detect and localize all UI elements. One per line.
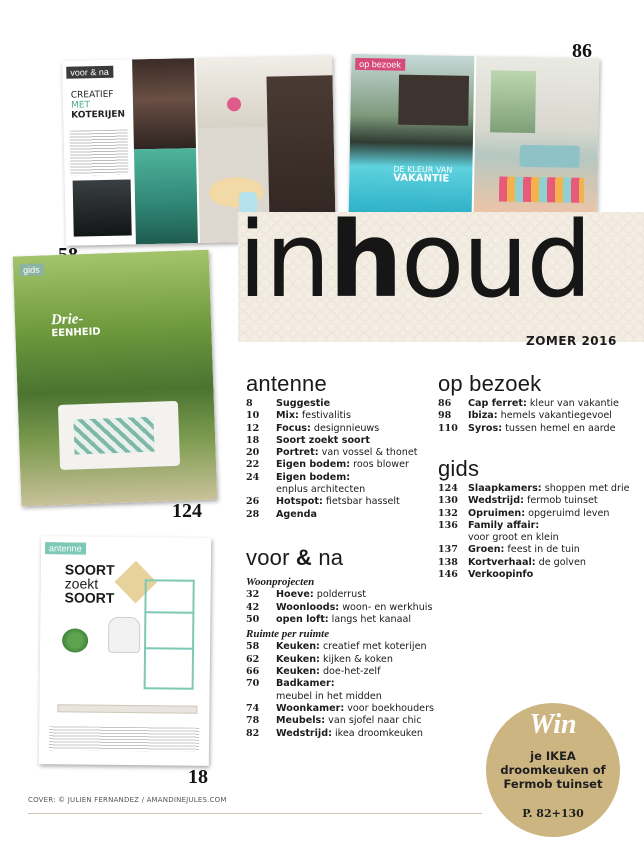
toc-item-page: 28 bbox=[246, 508, 260, 520]
toc-item-page: 8 bbox=[246, 398, 253, 409]
section-title-na: na bbox=[318, 545, 344, 570]
toc-item[interactable] bbox=[246, 447, 418, 459]
toc-item-page: 146 bbox=[438, 569, 458, 581]
win-badge-title: Win bbox=[529, 709, 577, 740]
toc-item-page: 70 bbox=[246, 678, 260, 690]
toc-item-desc: feest in de tuin bbox=[504, 544, 580, 556]
toc-item-desc: kleur van vakantie bbox=[526, 398, 619, 409]
toc-item-title: Soort zoekt soort bbox=[276, 434, 370, 446]
toc-item-desc: van vossel & thonet bbox=[318, 447, 418, 459]
spread-58-headline-3: KOTERIJEN bbox=[71, 109, 126, 121]
toc-item-desc: kijken & koken bbox=[319, 653, 393, 665]
page-124-headline bbox=[51, 311, 101, 341]
page-title-part-3: oud bbox=[400, 199, 591, 321]
page-title-part-1: in bbox=[238, 199, 329, 321]
toc-item[interactable] bbox=[246, 496, 418, 508]
toc-item-desc: polderrust bbox=[313, 589, 366, 601]
toc-item-desc: fietsbar hasselt bbox=[322, 496, 400, 508]
page-18-chair bbox=[108, 617, 140, 653]
toc-item-page: 50 bbox=[246, 613, 260, 625]
toc-item-page: 10 bbox=[246, 410, 260, 422]
toc-item-page: 12 bbox=[246, 422, 260, 434]
toc-item-page: 42 bbox=[246, 601, 260, 613]
toc-item[interactable] bbox=[438, 423, 619, 435]
spread-58-headline bbox=[71, 90, 125, 121]
page-18-headline-2: zoekt bbox=[64, 575, 99, 592]
toc-item-page: 20 bbox=[246, 447, 260, 459]
edition-label: ZOMER 2016 bbox=[526, 334, 617, 348]
toc-item-title: Wedstrijd: bbox=[468, 495, 524, 507]
toc-item-desc: van sjofel naar chic bbox=[325, 715, 422, 727]
page-18-plant bbox=[62, 628, 88, 652]
section-title-voor-na bbox=[246, 545, 343, 571]
spread-58-body-text bbox=[70, 129, 129, 175]
toc-item-title: Woonkamer: bbox=[276, 702, 345, 714]
page-18-shelf bbox=[144, 579, 195, 690]
toc-item-page: 124 bbox=[438, 483, 458, 494]
toc-item-page: 110 bbox=[438, 422, 458, 434]
toc-item-title: Ibiza: bbox=[468, 410, 498, 422]
page-number-86: 86 bbox=[572, 40, 592, 62]
toc-item[interactable] bbox=[246, 728, 434, 740]
toc-item[interactable] bbox=[246, 589, 434, 601]
toc-item-title: Focus: bbox=[276, 422, 311, 434]
spread-86-sofa bbox=[519, 145, 579, 168]
toc-item-page: 62 bbox=[246, 653, 260, 665]
toc-item-desc: tussen hemel en aarde bbox=[502, 422, 616, 434]
toc-item-title: Keuken: bbox=[276, 641, 320, 653]
toc-item-page: 132 bbox=[438, 507, 458, 519]
toc-item-title: Syros: bbox=[468, 422, 503, 434]
thumbnail-page-18[interactable] bbox=[39, 536, 211, 766]
toc-item-title: Eigen bodem: bbox=[276, 459, 351, 471]
toc-item[interactable] bbox=[438, 495, 630, 507]
page-18-table bbox=[57, 704, 197, 713]
toc-item[interactable] bbox=[246, 678, 434, 690]
win-badge-pages: P. 82+130 bbox=[522, 807, 584, 820]
toc-item-page: 138 bbox=[438, 556, 458, 568]
toc-item-title: Kortverhaal: bbox=[468, 556, 536, 568]
page-title bbox=[238, 199, 591, 321]
toc-item-desc: hemels vakantiegevoel bbox=[497, 410, 612, 422]
win-badge[interactable] bbox=[486, 703, 620, 837]
toc-item-desc: opgeruimd leven bbox=[525, 507, 610, 519]
section-title-voor: voor bbox=[246, 545, 290, 570]
toc-item[interactable] bbox=[246, 410, 418, 422]
page-18-headline bbox=[64, 562, 114, 605]
toc-item-desc: shoppen met drie bbox=[541, 483, 630, 494]
toc-item-desc: voor boekhouders bbox=[344, 702, 435, 714]
spread-58-left-page bbox=[62, 58, 198, 246]
spread-58-headline-2: MET bbox=[70, 100, 91, 111]
toc-antenne bbox=[246, 398, 418, 521]
toc-item-page: 130 bbox=[438, 495, 458, 507]
section-title-amp: & bbox=[295, 545, 313, 570]
toc-item-title: Cap ferret: bbox=[468, 398, 527, 409]
toc-item-desc-continued: meubel in het midden bbox=[276, 690, 382, 702]
thumbnail-spread-86[interactable] bbox=[349, 54, 600, 218]
toc-item-title: Hoeve: bbox=[276, 589, 314, 601]
toc-item-page: 98 bbox=[438, 410, 452, 422]
spread-58-photo-dark bbox=[73, 179, 132, 236]
toc-item-page: 66 bbox=[246, 666, 260, 678]
toc-subheading: Ruimte per ruimte bbox=[246, 628, 330, 641]
spread-58-tag: voor & na bbox=[66, 66, 113, 79]
toc-item-page: 78 bbox=[246, 715, 260, 727]
toc-item[interactable] bbox=[438, 398, 619, 410]
toc-item-title: Woonloods: bbox=[276, 601, 340, 613]
toc-item-title: Keuken: bbox=[276, 653, 320, 665]
toc-item-title: Opruimen: bbox=[468, 507, 526, 519]
page-18-body-text bbox=[49, 726, 199, 752]
toc-item-desc: langs het kanaal bbox=[328, 613, 412, 625]
toc-item-title: Family affair: bbox=[468, 519, 540, 531]
toc-item-page: 32 bbox=[246, 589, 260, 601]
spread-58-photo-cabinet bbox=[132, 58, 196, 149]
toc-item[interactable] bbox=[438, 520, 630, 532]
toc-item-desc: doe-het-zelf bbox=[319, 666, 381, 678]
toc-item-title: Groen: bbox=[468, 544, 505, 556]
spread-86-headline-2: VAKANTIE bbox=[393, 172, 450, 185]
toc-item[interactable] bbox=[246, 459, 418, 471]
toc-item-title: Badkamer: bbox=[276, 678, 335, 690]
toc-item[interactable] bbox=[438, 483, 630, 495]
toc-item-desc: woon- en werkhuis bbox=[339, 601, 433, 613]
toc-item-title: Hotspot: bbox=[276, 496, 323, 508]
toc-item[interactable] bbox=[246, 423, 418, 435]
spread-86-window bbox=[490, 70, 536, 133]
section-title-op-bezoek: op bezoek bbox=[438, 371, 542, 396]
section-title-antenne: antenne bbox=[246, 371, 327, 396]
toc-item-title: Meubels: bbox=[276, 715, 326, 727]
section-title-gids: gids bbox=[438, 456, 480, 481]
toc-item-page: 86 bbox=[438, 398, 452, 409]
toc-item[interactable] bbox=[246, 509, 418, 521]
toc-item-desc: festivalitis bbox=[298, 410, 351, 422]
spread-86-house bbox=[398, 75, 469, 126]
toc-item-desc-continued: voor groot en klein bbox=[468, 532, 559, 544]
page-18-headline-1: SOORT bbox=[64, 561, 115, 578]
toc-item-desc: de golven bbox=[535, 556, 586, 568]
toc-item-desc: creatief met koterijen bbox=[319, 641, 427, 653]
page-title-part-2: h bbox=[328, 199, 401, 321]
toc-item-title: Keuken: bbox=[276, 666, 320, 678]
toc-item-desc: designnieuws bbox=[310, 422, 380, 434]
spread-58-headline-1: CREATIEF bbox=[70, 89, 114, 101]
page-number-124: 124 bbox=[172, 500, 202, 522]
toc-item-title: Portret: bbox=[276, 447, 319, 459]
toc-item[interactable] bbox=[246, 654, 434, 666]
toc-item-title: Slaapkamers: bbox=[468, 483, 542, 494]
toc-item-page: 82 bbox=[246, 727, 260, 739]
win-badge-line-1: je IKEA bbox=[530, 749, 576, 763]
cover-credit: COVER: © JULIEN FERNANDEZ / AMANDINEJULES.COM bbox=[28, 796, 227, 804]
spread-86-headline-1: DE KLEUR VAN bbox=[393, 164, 453, 175]
toc-item[interactable] bbox=[246, 614, 434, 626]
page-124-headline-2: EENHEID bbox=[51, 326, 101, 340]
toc-item[interactable] bbox=[438, 508, 630, 520]
spread-86-headline bbox=[393, 165, 452, 184]
toc-item[interactable] bbox=[246, 398, 418, 410]
page-124-tag: gids bbox=[19, 263, 44, 276]
toc-item-desc: fermob tuinset bbox=[523, 495, 598, 507]
toc-item-page: 26 bbox=[246, 496, 260, 508]
toc-item[interactable] bbox=[438, 410, 619, 422]
win-badge-line-2: droomkeuken of bbox=[500, 763, 606, 777]
toc-subheading: Woonprojecten bbox=[246, 576, 315, 588]
footer-rule bbox=[28, 813, 482, 814]
page-124-bedding bbox=[73, 417, 154, 455]
toc-item-desc: roos blower bbox=[350, 459, 409, 471]
toc-item-page: 136 bbox=[438, 519, 458, 531]
toc-item-page: 22 bbox=[246, 459, 260, 471]
toc-item-title: Mix: bbox=[276, 410, 299, 422]
toc-item[interactable] bbox=[246, 602, 434, 614]
toc-item[interactable] bbox=[246, 435, 418, 447]
toc-item-page: 137 bbox=[438, 544, 458, 556]
toc-item[interactable] bbox=[246, 715, 434, 727]
toc-item[interactable] bbox=[246, 472, 418, 484]
toc-item-title: Agenda bbox=[276, 508, 317, 520]
spread-86-tag: op bezoek bbox=[355, 58, 405, 71]
toc-item-page: 24 bbox=[246, 471, 260, 483]
toc-item-desc: ikea droomkeuken bbox=[331, 727, 423, 739]
toc-item[interactable] bbox=[438, 544, 630, 556]
page-18-tag: antenne bbox=[45, 542, 86, 554]
toc-item-page: 74 bbox=[246, 702, 260, 714]
toc-item-title: open loft: bbox=[276, 613, 329, 625]
toc-item-title: Suggestie bbox=[276, 398, 331, 409]
toc-item-title: Wedstrijd: bbox=[276, 727, 332, 739]
toc-item[interactable] bbox=[246, 666, 434, 678]
toc-voor-na bbox=[246, 575, 434, 740]
toc-item[interactable] bbox=[438, 569, 630, 581]
toc-item-title: Verkoopinfo bbox=[468, 569, 534, 581]
toc-item-page: 58 bbox=[246, 641, 260, 653]
toc-op-bezoek bbox=[438, 398, 619, 435]
toc-item[interactable] bbox=[246, 641, 434, 653]
win-badge-line-3: Fermob tuinset bbox=[503, 777, 603, 791]
toc-item[interactable] bbox=[438, 557, 630, 569]
spread-58-photo-green bbox=[134, 148, 198, 244]
toc-item-page: 18 bbox=[246, 434, 260, 446]
page-124-headline-1: Drie- bbox=[50, 311, 84, 329]
toc-item-title: Eigen bodem: bbox=[276, 471, 351, 483]
toc-gids bbox=[438, 483, 630, 581]
page-number-18: 18 bbox=[188, 766, 208, 788]
toc-item-desc-continued: enplus architecten bbox=[276, 484, 366, 496]
page-18-headline-3: SOORT bbox=[64, 589, 115, 606]
toc-item[interactable] bbox=[246, 703, 434, 715]
thumbnail-page-124[interactable] bbox=[13, 250, 218, 507]
